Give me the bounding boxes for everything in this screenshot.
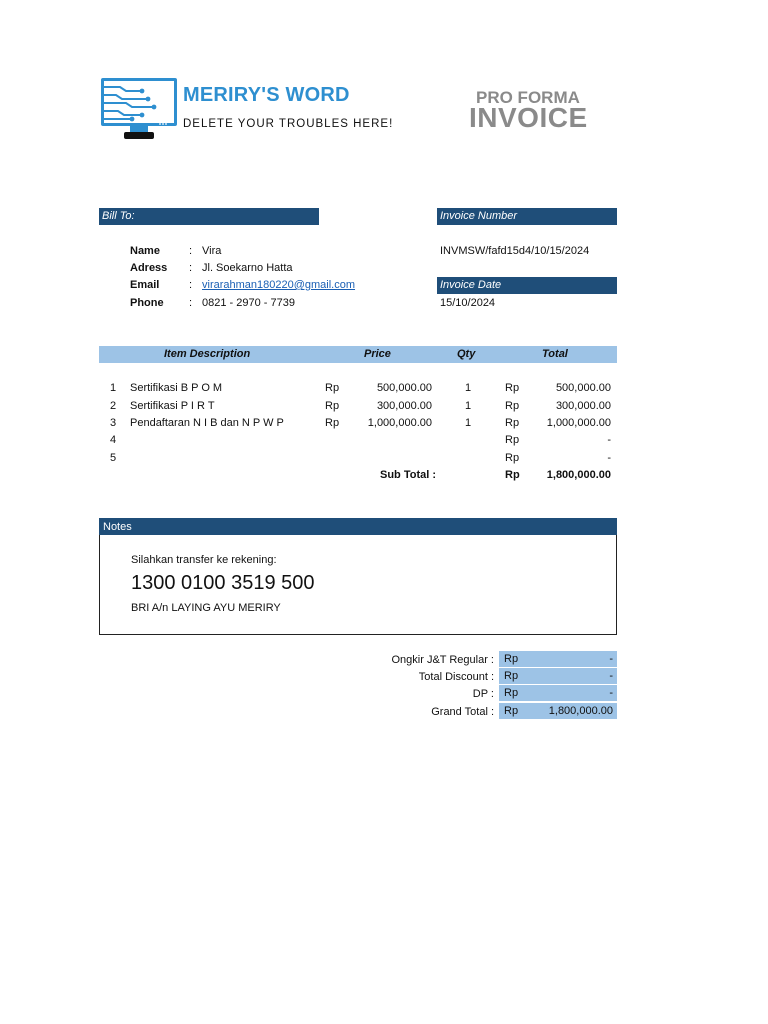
brand-name: MERIRY'S WORD [183,84,350,106]
invoice-title: INVOICE [469,102,588,133]
address-separator: : [189,262,193,274]
discount-value-box [499,668,617,684]
subtotal-label: Sub Total : [380,469,437,481]
row-total-currency: Rp [505,417,520,429]
grand-total-value-box [499,703,617,719]
notes-account-number: 1300 0100 3519 500 [131,572,315,594]
phone-separator: : [189,297,193,309]
dp-currency: Rp [504,687,519,699]
row-price: 1,000,000.00 [367,417,432,429]
grand-total-currency: Rp [504,705,519,717]
row-total: 1,000,000.00 [546,417,611,429]
row-qty: 1 [465,417,472,429]
row-price: 500,000.00 [376,382,432,394]
row-total: 300,000.00 [555,400,611,412]
col-total: Total [542,348,568,360]
items-table-header [99,346,617,363]
invoice-date-value: 15/10/2024 [440,297,496,309]
invoice-number-value: INVMSW/fafd15d4/10/15/2024 [440,245,590,257]
col-price: Price [364,348,391,360]
email-separator: : [189,279,193,291]
notes-header: Notes [99,518,617,535]
row-price-currency: Rp [325,400,340,412]
row-total-currency: Rp [505,452,520,464]
discount-value: - [609,670,613,682]
discount-label: Total Discount : [418,671,494,683]
name-separator: : [189,245,193,257]
invoice-number-header: Invoice Number [437,208,617,225]
row-price: 300,000.00 [376,400,432,412]
dp-label: DP : [472,688,494,700]
row-total: - [607,434,611,446]
shipping-currency: Rp [504,653,519,665]
row-number: 5 [110,452,117,464]
shipping-value-box [499,651,617,667]
shipping-value: - [609,653,613,665]
row-total-currency: Rp [505,400,520,412]
email-label: Email [130,279,160,291]
shipping-label: Ongkir J&T Regular : [391,654,494,666]
bill-to-header: Bill To: [99,208,319,225]
name-value: Vira [202,245,222,257]
name-label: Name [130,245,160,257]
row-number: 4 [110,434,117,446]
row-description: Pendaftaran N I B dan N P W P [130,417,284,429]
row-qty: 1 [465,382,472,394]
row-description: Sertifikasi B P O M [130,382,223,394]
row-total-currency: Rp [505,382,520,394]
subtotal-currency: Rp [505,469,520,481]
row-number: 2 [110,400,117,412]
invoice-date-header: Invoice Date [437,277,617,294]
col-qty: Qty [457,348,476,360]
row-number: 1 [110,382,117,394]
pro-forma-label: PRO FORMA [476,88,580,107]
row-description: Sertifikasi P I R T [130,400,215,412]
col-item-description: Item Description [164,348,251,360]
phone-value: 0821 - 2970 - 7739 [202,297,295,309]
row-number: 3 [110,417,117,429]
address-label: Adress [130,262,168,274]
dp-value: - [609,687,613,699]
subtotal-value: 1,800,000.00 [546,469,611,481]
row-total: 500,000.00 [555,382,611,394]
discount-currency: Rp [504,670,519,682]
address-value: Jl. Soekarno Hatta [202,262,293,274]
dp-value-box [499,685,617,701]
brand-tagline: DELETE YOUR TROUBLES HERE! [183,118,394,130]
row-total-currency: Rp [505,434,520,446]
row-total: - [607,452,611,464]
grand-total-value: 1,800,000.00 [548,705,613,717]
notes-transfer-text: Silahkan transfer ke rekening: [131,554,277,566]
phone-label: Phone [130,297,164,309]
email-link[interactable]: virarahman180220@gmail.com [202,279,356,291]
computer-monitor-circuit-icon [100,77,178,141]
notes-account-holder: BRI A/n LAYING AYU MERIRY [131,602,281,614]
row-qty: 1 [465,400,472,412]
grand-total-label: Grand Total : [431,706,494,718]
row-price-currency: Rp [325,382,340,394]
row-price-currency: Rp [325,417,340,429]
